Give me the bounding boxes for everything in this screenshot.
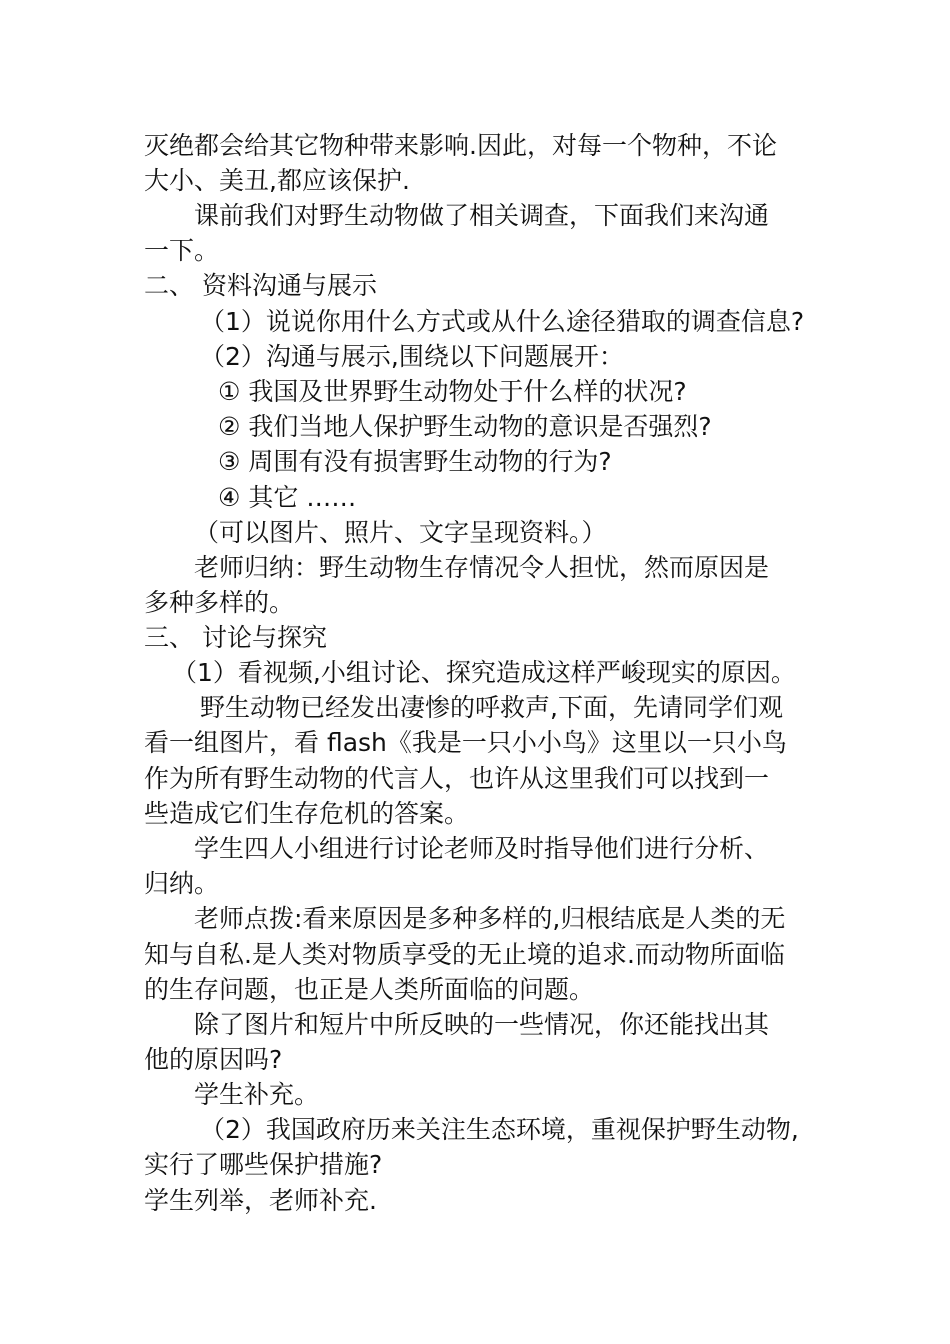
text-line: 归纳。 (144, 869, 220, 898)
text-line: 的生存问题，也正是人类所面临的问题。 (144, 975, 595, 1004)
text-line: 野生动物已经发出凄惨的呼救声,下面，先请同学们观 (200, 693, 783, 722)
text-line: 看一组图片，看 flash《我是一只小小鸟》这里以一只小鸟 (144, 728, 787, 757)
text-line: 学生列举，老师补充. (144, 1186, 377, 1215)
text-line: 多种多样的。 (144, 588, 295, 617)
text-line: 知与自私.是人类对物质享受的无止境的追求.而动物所面临 (144, 940, 785, 969)
text-line: 作为所有野生动物的代言人，也许从这里我们可以找到一 (144, 764, 770, 793)
text-line: （2）我国政府历来关注生态环境，重视保护野生动物, (200, 1115, 799, 1144)
text-line: 大小、美丑,都应该保护. (144, 166, 410, 195)
text-line: 学生补充。 (194, 1080, 320, 1109)
text-line: 除了图片和短片中所反映的一些情况，你还能找出其 (194, 1010, 770, 1039)
text-line: （可以图片、照片、文字呈现资料。） (194, 518, 607, 547)
text-line: 一下。 (144, 236, 220, 265)
section-heading: 二、 资料沟通与展示 (144, 271, 377, 300)
text-line: 老师归纳：野生动物生存情况令人担忧，然而原因是 (194, 553, 770, 582)
text-line: 灭绝都会给其它物种带来影响.因此，对每一个物种，不论 (144, 131, 777, 160)
list-item: ① 我国及世界野生动物处于什么样的状况? (218, 377, 687, 406)
text-line: 实行了哪些保护措施? (144, 1150, 383, 1179)
text-line: （1）说说你用什么方式或从什么途径猎取的调查信息? (200, 307, 805, 336)
list-item: ④ 其它 …… (218, 483, 357, 512)
text-line: 些造成它们生存危机的答案。 (144, 799, 470, 828)
list-item: ② 我们当地人保护野生动物的意识是否强烈? (218, 412, 712, 441)
text-line: 他的原因吗? (144, 1045, 283, 1074)
text-line: （1）看视频,小组讨论、探究造成这样严峻现实的原因。 (172, 658, 796, 687)
text-line: 老师点拨:看来原因是多种多样的,归根结底是人类的无 (194, 904, 786, 933)
section-heading: 三、 讨论与探究 (144, 623, 327, 652)
text-line: （2）沟通与展示,围绕以下问题展开： (200, 342, 624, 371)
text-line: 课前我们对野生动物做了相关调查，下面我们来沟通 (194, 201, 770, 230)
text-line: 学生四人小组进行讨论老师及时指导他们进行分析、 (194, 834, 770, 863)
list-item: ③ 周围有没有损害野生动物的行为? (218, 447, 612, 476)
